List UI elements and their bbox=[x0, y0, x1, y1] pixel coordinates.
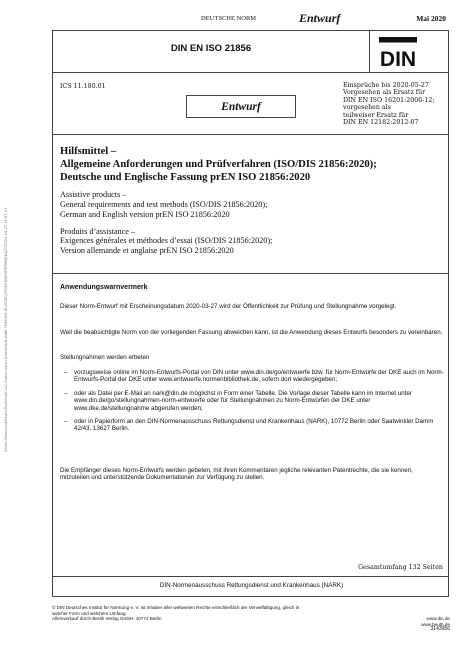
title-german: Hilfsmittel – Allgemeine Anforderungen und Prüfverfahren (ISO/DIS 21856:2020); Deutsche und Englische Fassung prEN ISO 21856:2020 bbox=[60, 146, 377, 183]
list-item: – oder in Papierform an den DIN-Normenausschuss Rettungsdienst und Krankenhaus (NARK), 10772 Berlin oder Saatwinkler Damm 42/43, 13627 Berlin. bbox=[60, 418, 444, 433]
warning-paragraph: Weil die beabsichtigte Norm von der vorliegenden Fassung abweichen kann, ist die Anwendung dieses Entwurfs besonders zu vereinbaren. bbox=[60, 329, 443, 336]
document-title bbox=[60, 146, 440, 256]
page-count: Gesamtumfang 132 Seiten bbox=[358, 564, 443, 571]
replacement-line: DIN EN ISO 16201:2006-12; bbox=[343, 96, 435, 104]
replacement-line: teilweiser Ersatz für bbox=[343, 111, 409, 119]
divider bbox=[53, 72, 448, 73]
comments-list bbox=[60, 369, 444, 439]
din-number: DIN EN ISO 21856 bbox=[170, 43, 252, 54]
comments-intro: Stellungnahmen werden erbeten bbox=[60, 354, 150, 361]
entwurf-box: Entwurf bbox=[186, 95, 296, 118]
divider bbox=[369, 31, 370, 72]
title-french: Produits d’assistance – Exigences générales et méthodes d’essai (ISO/DIS 21856:2020); Version allemande et anglaise prEN ISO 21856:2020 bbox=[60, 226, 273, 255]
ics-code: ICS 11.180.01 bbox=[60, 83, 106, 90]
price-code: 3143956 bbox=[430, 626, 450, 633]
divider bbox=[53, 134, 448, 135]
norm-label: DEUTSCHE NORM bbox=[201, 15, 257, 22]
din-website-link[interactable]: www.din.de bbox=[426, 616, 450, 621]
din-logo-icon bbox=[378, 36, 418, 70]
warning-heading: Anwendungswarnvermerk bbox=[60, 284, 148, 291]
publication-date: Mai 2020 bbox=[416, 14, 446, 23]
warning-paragraph: Dieser Norm-Entwurf mit Erscheinungsdatum 2020-03-27 wird der Öffentlichkeit zur Prüfung und Stellungnahme vorgelegt. bbox=[60, 303, 397, 310]
copyright-notice: © DIN Deutsches Institut für Normung e. V. ist Inhaber aller weltweiten Rechte einschließlich der Vervielfältigung, gleich in welcher Form und welchem Umfang. Alleinverkauf durch Beuth Verlag GmbH, 10772 Berlin bbox=[52, 605, 300, 622]
committee-name: DIN-Normenausschuss Rettungsdienst und Krankenhaus (NARK) bbox=[159, 582, 344, 589]
replacement-notice bbox=[343, 82, 443, 126]
list-item: – vorzugsweise online im Norm-Entwurfs-Portal von DIN unter www.din.de/go/entwuerfe bzw. für Norm-Entwürfe der DKE auch im Norm-Entwurfs-Portal der DKE unter www.entwuerfe.normenbibliothek.de, sofern dort wiedergegeben; bbox=[60, 369, 444, 384]
download-watermark: Sofort-Download-Beuth-TecEthnet LLC-Subscription Downloads-KdNr.7546305-ID:tS0ECJ33OEEDNZ9TPFBWJRKAJZ72022-04-27 11:57:13 bbox=[4, 207, 8, 453]
replacement-line: DIN EN 12182:2012-07 bbox=[343, 119, 419, 127]
din-logo-text: DIN bbox=[379, 48, 417, 70]
page-header bbox=[186, 12, 446, 26]
title-english: Assistive products – General requirements and test methods (ISO/DIS 21856:2020); German and English version prEN ISO 21856:2020 bbox=[60, 190, 268, 219]
list-item: – oder als Datei per E-Mail an nark@din.de möglichst in Form einer Tabelle. Die Vorlage dieser Tabelle kann im Internet unter www.din.de/go/stellungnahmen-norm-entwuerfe oder für Stellungnahmen zu Norm-Entwürfen der DKE unter www.dke.de/stellungnahme abgerufen werden; bbox=[60, 390, 444, 412]
document-frame bbox=[52, 30, 449, 597]
replacement-line: vorgesehen als bbox=[343, 104, 391, 112]
patent-notice: Die Empfänger dieses Norm-Entwurfs werden gebeten, mit ihren Kommentaren jegliche relevanten Patentrechte, die sie kennen, mitzuteilen und unterstützende Dokumentationen zur Verfügung zu stellen. bbox=[60, 467, 413, 482]
entwurf-label: Entwurf bbox=[299, 11, 341, 25]
divider bbox=[53, 273, 448, 274]
beuth-website-link[interactable]: www.beuth.de bbox=[421, 621, 450, 627]
divider bbox=[53, 576, 448, 577]
replacement-line: Einsprüche bis 2020-05-27 bbox=[343, 82, 429, 89]
replacement-line: Vorgesehen als Ersatz für bbox=[343, 89, 426, 97]
publisher-links bbox=[421, 616, 450, 633]
